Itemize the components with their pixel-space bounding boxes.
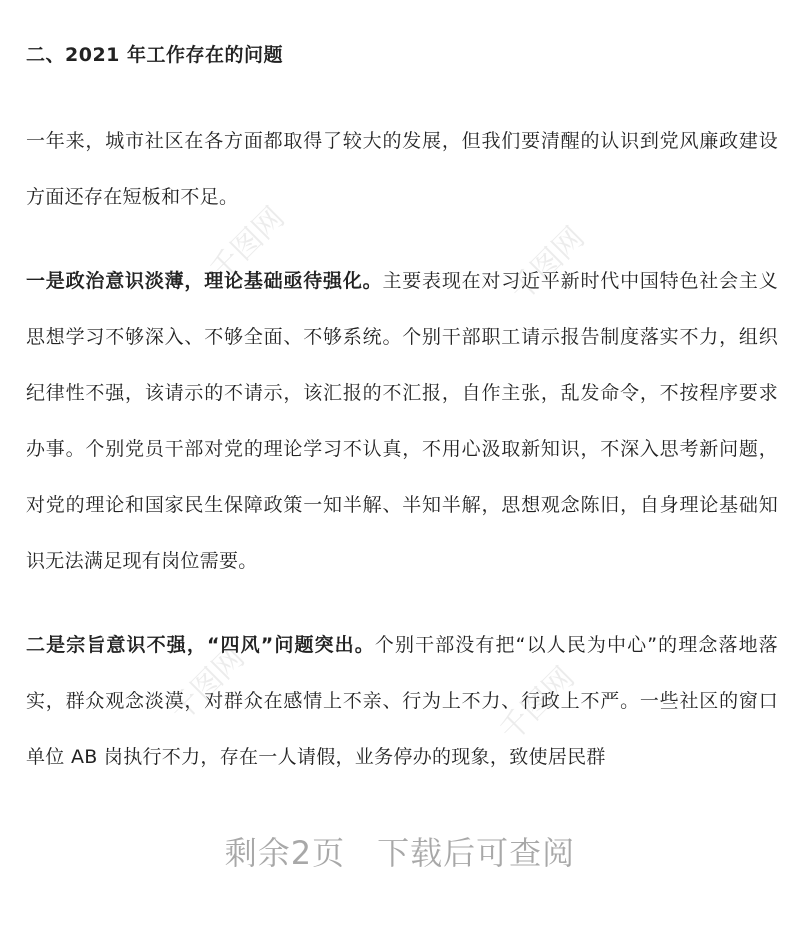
paragraph-section-one bbox=[26, 253, 778, 589]
watermark: 千图网 bbox=[503, 220, 592, 309]
section-heading: 二、2021 年工作存在的问题 bbox=[26, 44, 283, 66]
download-hint-text[interactable]: 下载后可查阅 bbox=[377, 834, 576, 872]
paragraph-body: 个别干部没有把“以人民为中心”的理念落地落实，群众观念淡漠，对群众在感情上不亲、行为上不力、行政上不严。一些社区的窗口单位 AB 岗执行不力，存在一人请假，业务停办的现象，致使居民群 bbox=[26, 634, 778, 768]
watermark: 千图网 bbox=[493, 660, 582, 749]
download-prompt[interactable] bbox=[0, 828, 800, 874]
paragraph-section-two bbox=[26, 617, 778, 785]
watermark: 千图网 bbox=[163, 640, 252, 729]
watermark: 千图网 bbox=[203, 200, 292, 289]
remaining-pages-text[interactable]: 剩余2页 bbox=[224, 834, 346, 872]
paragraph-body: 主要表现在对习近平新时代中国特色社会主义思想学习不够深入、不够全面、不够系统。个别干部职工请示报告制度落实不力，组织纪律性不强，该请示的不请示，该汇报的不汇报，自作主张，乱发命令，不按程序要求办事。个别党员干部对党的理论学习不认真，不用心汲取新知识，不深入思考新问题，对党的理论和国家民生保障政策一知半解、半知半解，思想观念陈旧，自身理论基础知识无法满足现有岗位需要。 bbox=[26, 270, 778, 572]
intro-paragraph: 一年来，城市社区在各方面都取得了较大的发展，但我们要清醒的认识到党风廉政建设方面还存在短板和不足。 bbox=[26, 130, 778, 208]
paragraph-lead: 二是宗旨意识不强，“四风”问题突出。 bbox=[26, 634, 375, 656]
paragraph-lead: 一是政治意识淡薄，理论基础亟待强化。 bbox=[26, 270, 383, 292]
